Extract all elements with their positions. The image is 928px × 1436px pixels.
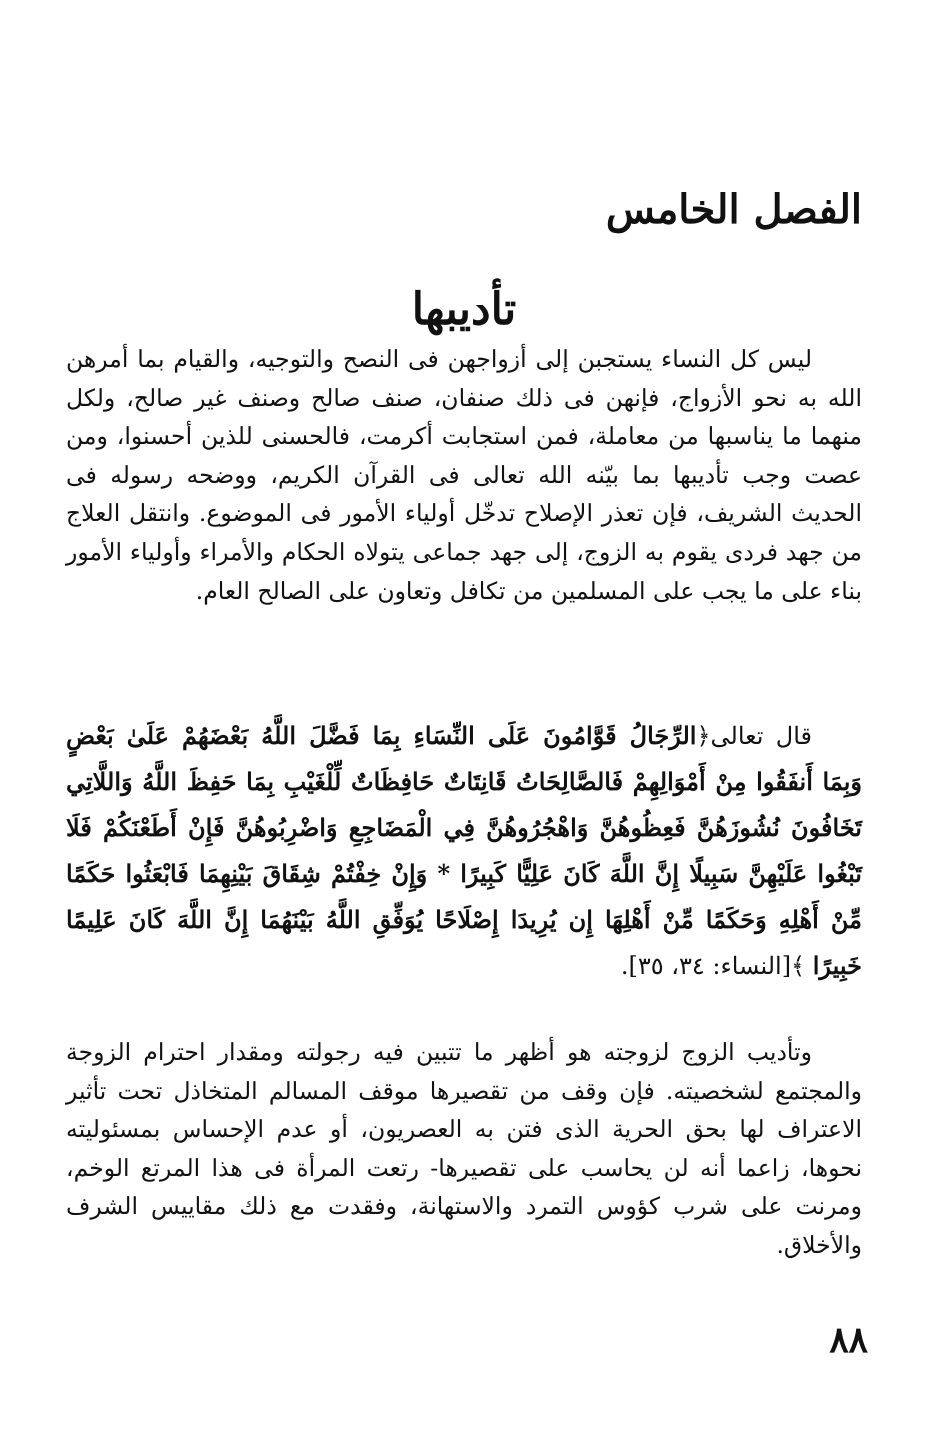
- page-number: ٨٨: [829, 1319, 868, 1361]
- paragraph-intro: [66, 340, 862, 610]
- paragraph-text: وتأديب الزوج لزوجته هو أظهر ما تتبين فيه رجولته ومقدار احترام الزوجة والمجتمع لشخصيته. فإن وقف من تقصيرها موقف المسالم المتخاذل تحت تأثير الاعتراف لها بحق الحرية الذى فتن به العصريون، أو عدم الإحساس بمسئوليته نحوها، زاعما أنه لن يحاسب على تقصيرها- رتعت المرأة فى هذا المرتع الوخم، ومرنت على شرب كؤوس التمرد والاستهانة، وفقدت مع ذلك مقاييس الشرف والأخلاق.: [66, 1038, 862, 1259]
- paragraph-discipline: [66, 1033, 862, 1265]
- paragraph-quran-verse: [66, 713, 862, 989]
- paragraph-text: ليس كل النساء يستجبن إلى أزواجهن فى النصح والتوجيه، والقيام بما أمرهن الله به نحو الأزواج، فإنهن فى ذلك صنفان، صنف صالح وصنف غير صالح، ولكل منهما ما يناسبها من معاملة، فمن استجابت أكرمت، فالحسنى للذين أحسنوا، ومن عصت وجب تأديبها بما بيّنه الله تعالى فى القرآن الكريم، ووضحه رسوله فى الحديث الشريف، فإن تعذر الإصلاح تدخّل أولياء الأمور فى الموضوع. وانتقل العلاج من جهد فردى يقوم به الزوج، إلى جهد جماعى يتولاه الحكام والأمراء وأولياء الأمور بناء على ما يجب على المسلمين من تكافل وتعاون على الصالح العام.: [66, 345, 862, 605]
- chapter-title: الفصل الخامس: [605, 186, 862, 233]
- verse-block: [66, 713, 862, 989]
- verse-reference: ﴾[النساء: ٣٤، ٣٥].: [620, 952, 806, 980]
- verse-text: الرِّجَالُ قَوَّامُونَ عَلَى النِّسَاءِ بِمَا فَضَّلَ اللَّهُ بَعْضَهُمْ عَلَىٰ بَعْضٍ وَبِمَا أَنفَقُوا مِنْ أَمْوَالِهِمْ فَالصَّالِحَاتُ قَانِتَاتٌ حَافِظَاتٌ لِّلْغَيْبِ بِمَا حَفِظَ اللَّهُ وَاللَّاتِي تَخَافُونَ نُشُوزَهُنَّ فَعِظُوهُنَّ وَاهْجُرُوهُنَّ فِي الْمَضَاجِعِ وَاضْرِبُوهُنَّ فَإِنْ أَطَعْنَكُمْ فَلَا تَبْغُوا عَلَيْهِنَّ سَبِيلًا إِنَّ اللَّهَ كَانَ عَلِيًّا كَبِيرًا * وَإِنْ خِفْتُمْ شِقَاقَ بَيْنِهِمَا فَابْعَثُوا حَكَمًا مِّنْ أَهْلِهِ وَحَكَمًا مِّنْ أَهْلِهَا إِن يُرِيدَا إِصْلَاحًا يُوَفِّقِ اللَّهُ بَيْنَهُمَا إِنَّ اللَّهَ كَانَ عَلِيمًا خَبِيرًا: [66, 721, 862, 980]
- verse-intro: قال تعالى﴿: [696, 722, 812, 750]
- section-title: تأديبها: [411, 284, 517, 335]
